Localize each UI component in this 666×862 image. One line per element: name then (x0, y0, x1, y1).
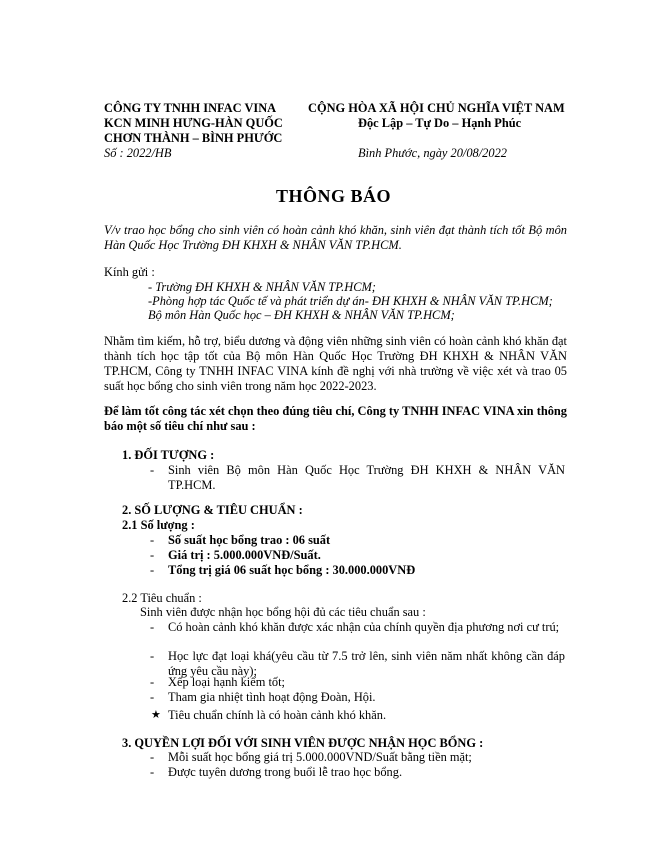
star-icon: ★ (151, 709, 161, 721)
bullet-dash: - (150, 750, 155, 764)
section-2-heading: 2. SỐ LƯỢNG & TIÊU CHUẨN : (122, 503, 303, 517)
benefit-item-1: Mỗi suất học bổng giá trị 5.000.000VND/Suất bằng tiền mặt; (168, 750, 472, 764)
recipient-1: - Trường ĐH KHXH & NHÂN VĂN TP.HCM; (148, 280, 376, 294)
company-name: CÔNG TY TNHH INFAC VINA (104, 101, 277, 115)
bullet-dash: - (150, 649, 155, 663)
bullet-dash: - (150, 620, 155, 634)
company-address-line1: KCN MINH HƯNG-HÀN QUỐC (104, 116, 283, 130)
bullet-dash: - (150, 533, 155, 547)
bullet-dash: - (150, 563, 155, 577)
quantity-item-1: Số suất học bổng trao : 06 suất (168, 533, 331, 547)
recipient-2: -Phòng hợp tác Quốc tế và phát triển dự án- ĐH KHXH & NHÂN VĂN TP.HCM; (148, 294, 553, 308)
section-2-1-heading: 2.1 Số lượng : (122, 518, 195, 532)
benefit-item-2: Được tuyên dương trong buổi lễ trao học bổng. (168, 765, 403, 779)
criteria-item-3: Xếp loại hạnh kiểm tốt; (168, 675, 285, 689)
intro-paragraph: Nhằm tìm kiếm, hỗ trợ, biểu dương và động viên những sinh viên có hoàn cảnh khó khăn đạt thành tích học tập tốt của Bộ môn Hàn Quốc Học Trường ĐH KHXH & NHÂN VĂN TP.HCM, Công ty TNHH INFAC VINA kính đề nghị với nhà trường về việc xét và trao 05 suất học bổng cho sinh viên trong năm học 2022-2023. (104, 334, 567, 393)
document-title: THÔNG BÁO (276, 186, 392, 206)
bullet-dash: - (150, 765, 155, 779)
star-note: Tiêu chuẩn chính là có hoàn cảnh khó khăn. (168, 708, 387, 722)
greeting: Kính gửi : (104, 265, 155, 279)
section-1-item: Sinh viên Bộ môn Hàn Quốc Học Trường ĐH KHXH & NHÂN VĂN TP.HCM. (168, 463, 565, 492)
quantity-item-2: Giá trị : 5.000.000VNĐ/Suất. (168, 548, 321, 562)
recipient-3: Bộ môn Hàn Quốc học – ĐH KHXH & NHÂN VĂN TP.HCM; (148, 308, 455, 322)
nation-motto: Độc Lập – Tự Do – Hạnh Phúc (358, 116, 522, 130)
criteria-item-1: Có hoàn cảnh khó khăn được xác nhận của chính quyền địa phương nơi cư trú; (168, 620, 560, 634)
criteria-paragraph: Để làm tốt công tác xét chọn theo đúng tiêu chí, Công ty TNHH INFAC VINA xin thông báo một số tiêu chí như sau : (104, 404, 567, 433)
criteria-intro: Sinh viên được nhận học bổng hội đủ các tiêu chuẩn sau : (140, 605, 426, 619)
bullet-dash: - (150, 675, 155, 689)
criteria-item-2: Học lực đạt loại khá(yêu cầu từ 7.5 trở lên, sinh viên năm nhất không cần đáp ứng yêu cầu này); (168, 649, 565, 678)
company-address-line2: CHƠN THÀNH – BÌNH PHƯỚC (104, 131, 283, 145)
place-date: Bình Phước, ngày 20/08/2022 (358, 146, 507, 160)
document-subject: V/v trao học bổng cho sinh viên có hoàn cảnh khó khăn, sinh viên đạt thành tích tốt Bộ môn Hàn Quốc Học Trường ĐH KHXH & NHÂN VĂN TP.HCM. (104, 223, 567, 252)
section-3-heading: 3. QUYỀN LỢI ĐỐI VỚI SINH VIÊN ĐƯỢC NHẬN HỌC BỔNG : (122, 736, 484, 750)
section-1-heading: 1. ĐỐI TƯỢNG : (122, 448, 215, 462)
quantity-item-3: Tổng trị giá 06 suất học bổng : 30.000.000VNĐ (168, 563, 416, 577)
bullet-dash: - (150, 548, 155, 562)
bullet-dash: - (150, 463, 155, 477)
document-number: Số : 2022/HB (104, 146, 172, 160)
section-2-2-heading: 2.2 Tiêu chuẩn : (122, 591, 202, 605)
nation-title: CỘNG HÒA XÃ HỘI CHỦ NGHĨA VIỆT NAM (308, 101, 565, 115)
bullet-dash: - (150, 690, 155, 704)
criteria-item-4: Tham gia nhiệt tình hoạt động Đoàn, Hội. (168, 690, 376, 704)
